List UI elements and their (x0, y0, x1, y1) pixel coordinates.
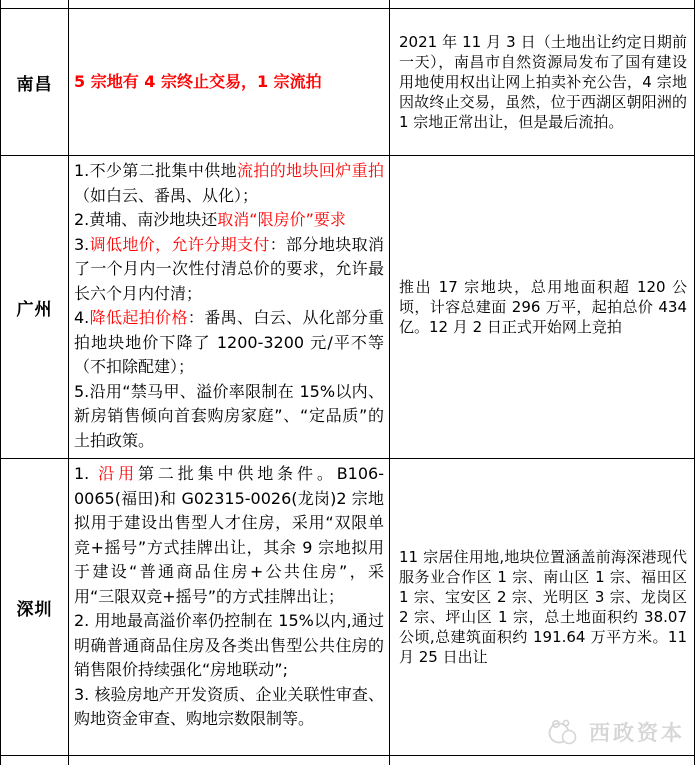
row-guangzhou-detail-text (399, 277, 687, 337)
text-segment: 推出 17 宗地块，总用地面积超 120 公顷，计容总建面 296 万平，起拍总价 434 亿。12 月 2 日正式开始网上竞拍 (399, 278, 687, 336)
row-shenzhen-policy-cell (69, 459, 390, 756)
text-segment: ：部分地块取消了一个月内一次性付清总价的要求，允许最长六个月内付清； (74, 234, 384, 303)
row-shenzhen-detail-text (399, 547, 687, 667)
row-guangzhou-detail-cell (390, 156, 695, 459)
text-segment: ：番禺、白云、从化部分重拍地块地价下降了 1200-3200 元/平不等（不扣除配建）； (74, 308, 384, 376)
partial-bottom-row-right-cell (390, 756, 695, 765)
text-segment: 流拍的地块回炉重拍 (237, 161, 384, 180)
row-shenzhen-city-label: 深圳 (1, 459, 69, 756)
partial-bottom-row-middle-cell (69, 756, 390, 765)
text-segment: 3. (74, 234, 90, 254)
row-shenzhen-detail-cell (390, 459, 695, 756)
text-segment: 3. 核验房地产开发资质、企业关联性审查、购地资金审查、购地宗数限制等。 (74, 684, 384, 728)
row-guangzhou-policy-cell (69, 156, 390, 459)
text-segment: 4. (74, 308, 90, 327)
text-segment: 第二批集中供地条件。B106-0065(福田)和 G02315-0026(龙岗)2 宗地拟用于建设出售型人才住房，采用“双限单竞+摇号”方式挂牌出让，其余 9 宗地拟用于建设“普通商品住房+公共住房”，采用“三限双竞+摇号”的方式挂牌出让； (74, 464, 384, 606)
row-nanchang-summary-text (74, 70, 322, 95)
row-nanchang-city-label: 南昌 (1, 9, 69, 156)
text-segment: 1. (74, 464, 99, 483)
partial-top-row-middle-cell (69, 0, 390, 9)
panda-logo-icon (545, 717, 583, 747)
partial-top-row-right-cell (390, 0, 695, 9)
row-guangzhou-policy-text (74, 159, 384, 453)
text-segment: 2.黄埔、南沙地块还 (74, 210, 218, 229)
row-guangzhou-city-label: 广州 (1, 156, 69, 459)
xizheng-capital-watermark (545, 717, 685, 747)
text-segment: 调低地价，允许分期支付 (89, 234, 270, 254)
row-shenzhen-policy-text (74, 462, 384, 732)
partial-top-row-city-cell (1, 0, 69, 9)
row-nanchang-summary-cell (69, 9, 390, 156)
partial-bottom-row-city-cell (1, 756, 69, 765)
text-segment: 取消“限房价”要求 (217, 210, 346, 229)
text-segment: 降低起拍价格 (89, 308, 188, 327)
text-segment: 沿用 (98, 464, 138, 483)
text-segment: 5 宗地有 4 宗终止交易，1 宗流拍 (74, 72, 322, 92)
row-nanchang-detail-cell (390, 9, 695, 156)
text-segment: 11 宗居住用地,地块位置涵盖前海深港现代服务业合作区 1 宗、南山区 1 宗、福田区 1 宗、宝安区 2 宗、光明区 3 宗、龙岗区 2 宗、坪山区 1 宗，总土地面积约 38.07 公顷,总建筑面积约 191.64 万平方米。11 月 25 日出让 (399, 548, 687, 666)
text-segment: 5.沿用“禁马甲、溢价率限制在 15%以内、新房销售倾向首套购房家庭”、“定品质”的土拍政策。 (74, 381, 384, 450)
watermark-label: 西政资本 (589, 721, 685, 745)
text-segment: 2021 年 11 月 3 日（土地出让约定日期前一天），南昌市自然资源局发布了国有建设用地使用权出让网上拍卖补充公告，4 宗地因故终止交易，虽然，位于西湖区朝阳洲的 1 宗地正常出让，但是最后流拍。 (399, 33, 687, 131)
text-segment: 1.不少第二批集中供地 (74, 161, 237, 180)
row-nanchang-detail-text (399, 32, 687, 132)
text-segment: 2. 用地最高溢价率仍控制在 15%以内,通过明确普通商品住房及各类出售型公共住房的销售限价持续强化“房地联动”; (74, 611, 384, 679)
text-segment: （如白云、番禺、从化）； (74, 185, 259, 205)
